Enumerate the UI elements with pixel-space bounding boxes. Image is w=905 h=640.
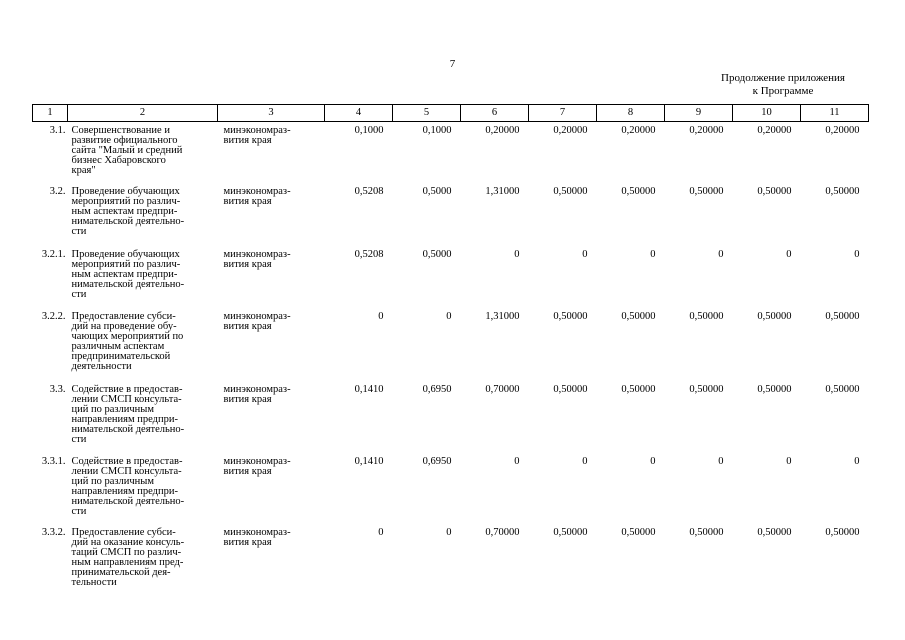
header-cell-5: 5 [393,105,461,122]
row-index: 3.3. [49,384,66,395]
value-cell-col-5: 0,6950 [422,456,452,467]
measure-name-line: лении СМСП консульта- [71,394,182,405]
table-header [33,105,869,122]
measure-name-line: направлениям предпри- [71,486,178,497]
value-cell-col-9: 0,50000 [689,384,724,395]
value-cell-col-4: 0,5208 [354,249,384,260]
value-cell-col-11: 0 [854,249,860,260]
value-cell-col-6: 0 [514,249,520,260]
header-cell-8: 8 [597,105,665,122]
value-cell-col-5: 0,5000 [422,249,452,260]
header-cell-3: 3 [218,105,325,122]
value-cell-col-10: 0,50000 [757,186,792,197]
value-cell-col-11: 0,50000 [825,311,860,322]
measure-name-line: сти [71,289,87,300]
executor-line: минэкономраз- [223,125,291,136]
measure-name-line: нимательской деятельно- [71,496,185,507]
value-cell-col-6: 0,70000 [485,527,520,538]
measure-name-line: направлениям предпри- [71,414,178,425]
program-table [32,104,869,598]
continuation-line-2: к Программе [752,85,814,97]
header-cell-11: 11 [801,105,869,122]
executor [218,308,325,381]
measure-name-line: Содействие в предостав- [71,456,183,467]
measure-name-line: Содействие в предостав- [71,384,183,395]
executor-line: вития края [223,259,272,270]
value-cell-col-11: 0 [854,456,860,467]
value-cell-col-11: 0,20000 [825,125,860,136]
value-cell-col-8: 0,50000 [621,527,656,538]
header-cell-6: 6 [461,105,529,122]
table-row [33,308,869,381]
measure-name-line: Проведение обучающих [71,249,180,260]
header-cell-7: 7 [529,105,597,122]
value-cell-col-10: 0,50000 [757,527,792,538]
value-cell-col-8: 0,50000 [621,384,656,395]
value-cell-col-9: 0,50000 [689,527,724,538]
value-cell-col-7: 0,50000 [553,384,588,395]
table-row [33,246,869,308]
executor [218,246,325,308]
value-cell-col-6: 0 [514,456,520,467]
value-cell-col-5: 0 [446,527,452,538]
measure-name-line: нимательской деятельно- [71,216,185,227]
value-cell-col-10: 0,20000 [757,125,792,136]
measure-name-line: ций по различным [71,404,154,415]
row-index: 3.2.2. [41,311,66,322]
measure-name-line: Проведение обучающих [71,186,180,197]
value-cell-col-4: 0 [378,527,384,538]
table-body [33,122,869,599]
measure-name-line: деятельности [71,361,132,372]
value-cell-col-9: 0 [718,249,724,260]
measure-name-line: бизнес Хабаровского [71,155,166,166]
value-cell-col-8: 0 [650,249,656,260]
measure-name [68,524,218,598]
value-cell-col-6: 1,31000 [485,311,520,322]
executor-line: вития края [223,135,272,146]
measure-name-line: таций СМСП по различ- [71,547,182,558]
measure-name [68,453,218,524]
continuation-note [721,72,845,98]
row-index: 3.1. [49,125,66,136]
header-cell-10: 10 [733,105,801,122]
measure-name-line: развитие официального [71,135,178,146]
executor [218,122,325,184]
value-cell-col-8: 0,50000 [621,186,656,197]
value-cell-col-6: 0,70000 [485,384,520,395]
value-cell-col-7: 0,50000 [553,311,588,322]
measure-name-line: Предоставление субси- [71,527,176,538]
measure-name-line: Совершенствование и [71,125,170,136]
measure-name [68,183,218,246]
measure-name-line: сти [71,434,87,445]
value-cell-col-10: 0,50000 [757,384,792,395]
measure-name-line: дий на оказание консуль- [71,537,185,548]
executor-line: минэкономраз- [223,384,291,395]
value-cell-col-11: 0,50000 [825,527,860,538]
executor-line: вития края [223,196,272,207]
value-cell-col-7: 0 [582,456,588,467]
measure-name-line: сти [71,506,87,517]
row-index: 3.3.2. [41,527,66,538]
measure-name-line: нимательской деятельно- [71,424,185,435]
value-cell-col-10: 0 [786,456,792,467]
header-row [33,105,869,122]
measure-name [68,381,218,453]
measure-name-line: лении СМСП консульта- [71,466,182,477]
table-row [33,524,869,598]
measure-name [68,122,218,184]
executor-line: вития края [223,321,272,332]
value-cell-col-9: 0,20000 [689,125,724,136]
measure-name [68,308,218,381]
value-cell-col-9: 0 [718,456,724,467]
measure-name-line: предпринимательской [71,351,171,362]
value-cell-col-10: 0 [786,249,792,260]
value-cell-col-10: 0,50000 [757,311,792,322]
measure-name-line: дий на проведение обу- [71,321,177,332]
value-cell-col-7: 0,50000 [553,186,588,197]
row-index: 3.3.1. [41,456,66,467]
measure-name-line: ным направлениям пред- [71,557,184,568]
measure-name [68,246,218,308]
value-cell-col-4: 0,1410 [354,456,384,467]
executor-line: минэкономраз- [223,456,291,467]
value-cell-col-4: 0 [378,311,384,322]
measure-name-line: ным аспектам предпри- [71,206,178,217]
value-cell-col-6: 0,20000 [485,125,520,136]
value-cell-col-9: 0,50000 [689,186,724,197]
value-cell-col-4: 0,1410 [354,384,384,395]
value-cell-col-7: 0,20000 [553,125,588,136]
row-index: 3.2. [49,186,66,197]
executor [218,381,325,453]
table-row [33,183,869,246]
value-cell-col-11: 0,50000 [825,384,860,395]
header-cell-1: 1 [33,105,68,122]
header-cell-2: 2 [68,105,218,122]
executor-line: вития края [223,394,272,405]
table-row [33,122,869,184]
executor-line: минэкономраз- [223,527,291,538]
executor-line: минэкономраз- [223,249,291,260]
value-cell-col-9: 0,50000 [689,311,724,322]
header-cell-4: 4 [325,105,393,122]
executor-line: минэкономраз- [223,186,291,197]
measure-name-line: различным аспектам [71,341,165,352]
measure-name-line: тельности [71,577,117,588]
executor [218,453,325,524]
executor [218,524,325,598]
measure-name-line: мероприятий по различ- [71,259,181,270]
value-cell-col-5: 0,1000 [422,125,452,136]
value-cell-col-5: 0,5000 [422,186,452,197]
value-cell-col-7: 0,50000 [553,527,588,538]
row-index: 3.2.1. [41,249,66,260]
header-cell-9: 9 [665,105,733,122]
measure-name-line: Предоставление субси- [71,311,176,322]
value-cell-col-8: 0,20000 [621,125,656,136]
measure-name-line: ным аспектам предпри- [71,269,178,280]
value-cell-col-4: 0,1000 [354,125,384,136]
value-cell-col-5: 0,6950 [422,384,452,395]
value-cell-col-7: 0 [582,249,588,260]
measure-name-line: нимательской деятельно- [71,279,185,290]
executor-line: вития края [223,537,272,548]
continuation-line-1: Продолжение приложения [721,72,845,84]
executor-line: вития края [223,466,272,477]
table-row [33,453,869,524]
value-cell-col-11: 0,50000 [825,186,860,197]
measure-name-line: чающих мероприятий по [71,331,184,342]
executor-line: минэкономраз- [223,311,291,322]
value-cell-col-8: 0,50000 [621,311,656,322]
measure-name-line: мероприятий по различ- [71,196,181,207]
measure-name-line: края" [71,165,96,176]
measure-name-line: принимательской дея- [71,567,171,578]
page-number: 7 [449,58,456,70]
measure-name-line: сти [71,226,87,237]
executor [218,183,325,246]
measure-name-line: сайта "Малый и средний [71,145,183,156]
table-row [33,381,869,453]
value-cell-col-4: 0,5208 [354,186,384,197]
value-cell-col-5: 0 [446,311,452,322]
value-cell-col-8: 0 [650,456,656,467]
value-cell-col-6: 1,31000 [485,186,520,197]
measure-name-line: ций по различным [71,476,154,487]
